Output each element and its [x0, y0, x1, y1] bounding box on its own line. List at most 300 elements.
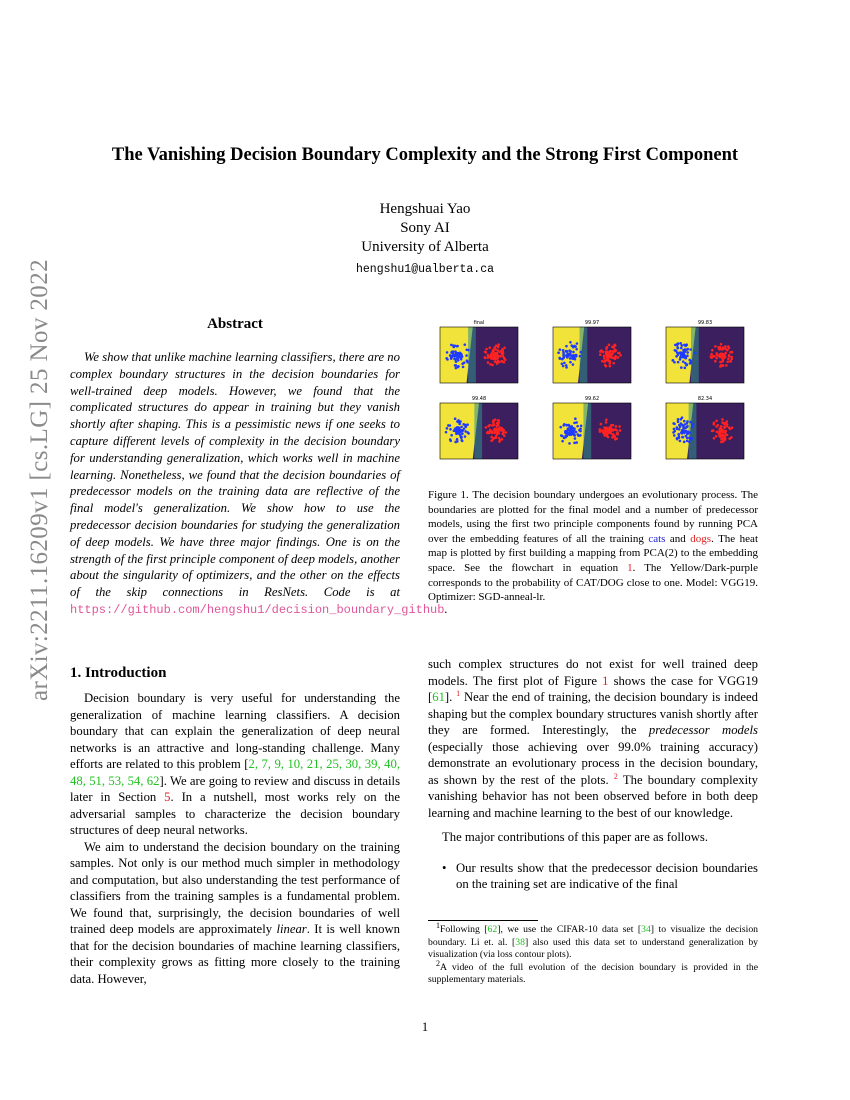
cat-point — [460, 435, 463, 438]
dog-point — [615, 425, 618, 428]
dog-point — [497, 346, 500, 349]
author-block — [275, 200, 575, 279]
dog-point — [713, 437, 716, 440]
dog-point — [488, 424, 491, 427]
cat-point — [460, 426, 463, 429]
dog-point — [493, 437, 496, 440]
cat-point — [565, 350, 568, 353]
dog-point — [714, 345, 717, 348]
footnote-2 — [428, 958, 758, 987]
cat-point — [561, 362, 564, 365]
cat-point — [680, 347, 683, 350]
cat-point — [566, 356, 569, 359]
dog-point — [487, 361, 490, 364]
cat-point — [559, 426, 562, 429]
cat-point — [460, 358, 463, 361]
dog-point — [724, 352, 727, 355]
dog-point — [726, 349, 729, 352]
cat-point — [673, 428, 676, 431]
dog-point — [607, 355, 610, 358]
dog-point — [729, 428, 732, 431]
dog-point — [617, 356, 620, 359]
cat-point — [686, 354, 689, 357]
cat-point — [678, 428, 681, 431]
contribution-list — [428, 860, 758, 893]
dog-point — [605, 421, 608, 424]
page-number: 1 — [421, 1020, 429, 1034]
cat-point — [579, 430, 582, 433]
dog-point — [619, 429, 622, 432]
cat-point — [689, 348, 692, 351]
dog-point — [493, 357, 496, 360]
dog-point — [490, 436, 493, 439]
dog-point — [498, 437, 501, 440]
dog-point — [613, 436, 616, 439]
dog-point — [715, 352, 718, 355]
intro-paragraph-2 — [70, 839, 400, 988]
panel-label: 82.34 — [697, 396, 713, 402]
cat-point — [678, 435, 681, 438]
cat-point — [576, 342, 579, 345]
dogs-label: dogs — [690, 532, 712, 545]
cat-point — [676, 346, 679, 349]
dog-point — [719, 435, 722, 438]
dog-point — [485, 426, 488, 429]
text: such complex structures do not exist for well trained deep models. The first plot of Figure — [428, 657, 758, 688]
abstract-text: We show that unlike machine learning classifiers, there are no complex boundary structures in the decision boundaries for well-trained deep models. However, we found that the complicated structures do appear in training but they vanish shortly after shaping. This is a pessimistic news if one seeks to capture different levels of complexity in the decision boundary for understanding generalization, which works well in machine learning. Nonetheless, we found that the decision boundaries of predecessor models on the training data are reflective of the final model's generalization. We show how to use the predecessor decision boundaries for studying the generalization of deep models. We have three major findings. One is on the strength of the first principle component of deep models, another about the singularity of optimizers, and the other on the effects of the skip connections in ResNets. Code is at — [70, 350, 400, 600]
cat-point — [466, 361, 469, 364]
cat-point — [684, 357, 687, 360]
dog-point — [616, 433, 619, 436]
dog-point — [498, 426, 501, 429]
dog-point — [722, 440, 725, 443]
dog-point — [613, 350, 616, 353]
footnote-mark-1[interactable]: 1 — [456, 688, 461, 698]
cat-point — [681, 436, 684, 439]
cat-point — [682, 426, 685, 429]
cat-point — [686, 351, 689, 354]
dog-point — [726, 360, 729, 363]
cat-point — [566, 424, 569, 427]
text: ]. We are going to review and discuss in details later in Section — [70, 773, 401, 804]
cat-point — [679, 358, 682, 361]
cat-point — [565, 345, 568, 348]
cat-point — [457, 419, 460, 422]
panel-label: 99.48 — [471, 396, 487, 402]
dog-point — [484, 356, 487, 359]
dog-point — [730, 436, 733, 439]
cat-point — [465, 354, 468, 357]
dog-point — [498, 440, 501, 443]
cat-point — [446, 351, 449, 354]
cat-point — [579, 351, 582, 354]
cat-point — [684, 349, 687, 352]
dog-point — [614, 344, 617, 347]
dog-point — [493, 432, 496, 435]
cat-point — [464, 435, 467, 438]
cat-point — [455, 367, 458, 370]
cats-label: cats — [648, 532, 666, 545]
dog-point — [503, 357, 506, 360]
dog-point — [491, 424, 494, 427]
dog-point — [603, 426, 606, 429]
dog-point — [716, 431, 719, 434]
cat-point — [455, 429, 458, 432]
cat-point — [445, 357, 448, 360]
text: Decision boundary is very useful for understanding the generalization of machine learning classifiers. A decision boundary that can explain the generalization of deep neural networks is an attractive and long-standing challenge. Many efforts are related to this problem [ — [70, 691, 400, 771]
cat-point — [572, 351, 575, 354]
dog-point — [721, 433, 724, 436]
dog-point — [727, 358, 730, 361]
cat-point — [677, 342, 680, 345]
cat-point — [577, 433, 580, 436]
text: (especially those achieving over 99.0% training accuracy) demonstrate an evolutionary process in the decision boundary, as shown by the rest of the plots. — [428, 739, 758, 787]
dog-point — [492, 353, 495, 356]
cat-point — [563, 423, 566, 426]
dog-point — [718, 354, 721, 357]
dog-point — [710, 356, 713, 359]
cat-point — [579, 427, 582, 430]
dog-point — [599, 353, 602, 356]
cat-point — [569, 353, 572, 356]
figure-1 — [428, 315, 758, 475]
cat-point — [680, 355, 683, 358]
dog-point — [720, 438, 723, 441]
intro-paragraph-3 — [428, 656, 758, 821]
intro-heading: 1. Introduction — [70, 665, 167, 681]
arxiv-stamp — [18, 259, 62, 701]
cat-point — [572, 363, 575, 366]
cat-point — [692, 423, 695, 426]
dog-point — [601, 360, 604, 363]
text: . The Yellow/Dark-purple corresponds to the probability of CAT/DOG close to one. Model: VGG19. Optimizer: SGD-anneal-lr. — [428, 561, 758, 604]
text: Near the end of training, the decision boundary is indeed shaping but the complex boundary structures vanish shortly after they are formed. Interestingly, the — [428, 690, 758, 737]
panel-title: final — [473, 320, 485, 326]
emphasis: linear — [276, 922, 307, 936]
cat-point — [689, 421, 692, 424]
cat-point — [568, 432, 571, 435]
footnote-number: 2 — [436, 958, 440, 968]
dog-point — [495, 430, 498, 433]
dog-point — [725, 364, 728, 367]
intro-right-column — [428, 656, 758, 893]
cat-point — [569, 357, 572, 360]
cat-point — [454, 344, 457, 347]
dog-point — [715, 435, 718, 438]
dog-point — [723, 438, 726, 441]
dog-point — [731, 351, 734, 354]
footnote-number: 1 — [436, 920, 440, 930]
cat-point — [688, 441, 691, 444]
cat-point — [561, 358, 564, 361]
dog-point — [502, 352, 505, 355]
section-link[interactable]: 5 — [164, 790, 171, 804]
cat-point — [570, 425, 573, 428]
dog-point — [608, 344, 611, 347]
dog-point — [715, 420, 718, 423]
dog-point — [605, 347, 608, 350]
boundary-band — [580, 327, 588, 383]
dog-point — [718, 430, 721, 433]
dog-point — [618, 425, 621, 428]
cat-point — [457, 431, 460, 434]
text: ] to visualize the decision boundary. Li et. al. [ — [428, 924, 759, 948]
dog-point — [710, 353, 713, 356]
dog-point — [717, 346, 720, 349]
dog-point — [619, 354, 622, 357]
footnote-1 — [428, 920, 759, 962]
dog-point — [730, 357, 733, 360]
dog-point — [711, 349, 714, 352]
cat-point — [462, 423, 465, 426]
dog-point — [501, 438, 504, 441]
dog-point — [492, 421, 495, 424]
cat-point — [559, 348, 562, 351]
cat-point — [465, 348, 468, 351]
cat-point — [673, 434, 676, 437]
dog-point — [490, 439, 493, 442]
dog-point — [497, 343, 500, 346]
text: The boundary complexity vanishing behavior has not been observed before in both deep learning and machine learning to the best of our knowledge. — [428, 772, 759, 820]
dog-point — [488, 346, 491, 349]
cat-point — [460, 356, 463, 359]
dog-point — [610, 355, 613, 358]
cat-point — [675, 349, 678, 352]
citation-link[interactable]: 34 — [641, 924, 651, 935]
cat-point — [456, 358, 459, 361]
cat-point — [569, 361, 572, 364]
cat-point — [682, 431, 685, 434]
panel-title: 99.83 — [697, 320, 713, 326]
dog-point — [722, 346, 725, 349]
dog-point — [729, 360, 732, 363]
dog-point — [499, 355, 502, 358]
cat-point — [690, 437, 693, 440]
text: and — [665, 532, 691, 545]
cat-point — [671, 359, 674, 362]
dog-point — [728, 354, 731, 357]
cat-point — [677, 418, 680, 421]
cat-point — [561, 440, 564, 443]
dog-point — [616, 437, 619, 440]
dog-point — [721, 418, 724, 421]
dog-point — [496, 349, 499, 352]
dog-point — [600, 423, 603, 426]
citation-link[interactable]: 61 — [432, 690, 445, 704]
dog-point — [487, 354, 490, 357]
dog-point — [497, 355, 500, 358]
text: Figure 1. The decision boundary undergoes an evolutionary process. The boundaries are plotted for the final model and a number of predecessor models, using the first two principle components found by running PCA over the embedding features of all the training — [428, 489, 758, 545]
cat-point — [676, 426, 679, 429]
cat-point — [567, 427, 570, 430]
dog-point — [614, 357, 617, 360]
text: A video of the full evolution of the decision boundary is provided in the supplementary materials. — [428, 961, 758, 985]
figure-caption — [428, 488, 758, 605]
cat-point — [463, 343, 466, 346]
dog-point — [497, 421, 500, 424]
cat-point — [691, 426, 694, 429]
emphasis: predecessor models — [648, 723, 758, 737]
decision-boundary-figure — [428, 315, 758, 475]
cat-point — [569, 341, 572, 344]
dog-point — [609, 365, 612, 368]
dog-point — [601, 430, 604, 433]
dog-point — [723, 356, 726, 359]
cat-point — [686, 363, 689, 366]
cat-point — [568, 349, 571, 352]
panel-title: 99.97 — [584, 320, 600, 326]
cat-point — [449, 438, 452, 441]
dog-point — [494, 418, 497, 421]
cat-point — [685, 430, 688, 433]
dog-point — [722, 430, 725, 433]
cat-point — [690, 360, 693, 363]
dog-point — [484, 350, 487, 353]
abstract-heading: Abstract — [207, 316, 263, 332]
dog-point — [491, 432, 494, 435]
dog-point — [611, 436, 614, 439]
dog-point — [497, 419, 500, 422]
dog-point — [722, 364, 725, 367]
cat-point — [459, 429, 462, 432]
intro-left-column — [70, 690, 400, 987]
cat-point — [455, 360, 458, 363]
dog-point — [501, 433, 504, 436]
cat-point — [573, 432, 576, 435]
cat-point — [445, 431, 448, 434]
dog-point — [720, 353, 723, 356]
cat-point — [456, 438, 459, 441]
cat-point — [681, 424, 684, 427]
cat-point — [685, 435, 688, 438]
author-email: hengshu1@ualberta.ca — [355, 263, 495, 276]
text: . In a nutshell, most works rely on the adversarial samples to characterize the decision boundary structures of deep neural networks. — [70, 790, 400, 837]
cat-point — [454, 417, 457, 420]
cat-point — [561, 435, 564, 438]
cat-point — [679, 425, 682, 428]
dog-point — [504, 431, 507, 434]
cat-point — [574, 417, 577, 420]
contribution-item: • Our results show that the predecessor decision boundaries on the training set are indicative of the final — [428, 860, 758, 893]
paper-title: The Vanishing Decision Boundary Complexity and the Strong First Component — [111, 145, 739, 165]
cat-point — [465, 425, 468, 428]
boundary-band — [583, 403, 591, 459]
dog-point — [614, 428, 617, 431]
cat-point — [674, 344, 677, 347]
arxiv-id: arXiv:2211.16209v1 [cs.LG] 25 Nov 2022 — [26, 259, 53, 701]
cat-point — [451, 354, 454, 357]
text: Following [ — [440, 924, 488, 935]
cat-point — [575, 441, 578, 444]
panel-label: 99.62 — [584, 396, 600, 402]
affiliation-ualberta: University of Alberta — [361, 239, 489, 255]
cat-point — [570, 344, 573, 347]
citation-link[interactable]: 62 — [487, 924, 498, 935]
cat-point — [677, 361, 680, 364]
cat-point — [462, 366, 465, 369]
dog-point — [599, 430, 602, 433]
dog-point — [485, 348, 488, 351]
citation-links[interactable]: 2, 7, 9, 10, 21, 25, 30, 39, 40, 48, 51, 53, 54, 62 — [70, 757, 401, 788]
cat-point — [680, 418, 683, 421]
cat-point — [456, 345, 459, 348]
dog-point — [722, 360, 725, 363]
cat-point — [576, 425, 579, 428]
dog-point — [501, 429, 504, 432]
cat-point — [457, 365, 460, 368]
dog-point — [712, 423, 715, 426]
contributions-intro: The major contributions of this paper are as follows. — [442, 830, 709, 844]
boundary-band — [468, 327, 476, 383]
cat-point — [454, 441, 457, 444]
text: ] also used this data set to understand generalization by visualization (via loss contour plots). — [428, 936, 759, 960]
dog-point — [720, 425, 723, 428]
cat-point — [679, 440, 682, 443]
footnote-mark-2[interactable]: 2 — [613, 771, 618, 781]
boundary-band — [689, 403, 697, 459]
dog-point — [606, 428, 609, 431]
cat-point — [565, 364, 568, 367]
footnote-rule — [428, 920, 538, 921]
citation-link[interactable]: 38 — [515, 936, 525, 948]
cat-point — [580, 425, 583, 428]
abstract-end: . — [444, 601, 448, 616]
dog-point — [503, 346, 506, 349]
dog-point — [715, 425, 718, 428]
dog-point — [723, 426, 726, 429]
dog-point — [711, 430, 714, 433]
dog-point — [721, 421, 724, 424]
cat-point — [683, 423, 686, 426]
cat-point — [557, 351, 560, 354]
dog-point — [720, 343, 723, 346]
dog-point — [715, 357, 718, 360]
cat-point — [672, 422, 675, 425]
cat-point — [558, 357, 561, 360]
cat-point — [676, 437, 679, 440]
text: ]. — [444, 690, 457, 704]
cat-point — [574, 437, 577, 440]
cat-point — [463, 361, 466, 364]
cat-point — [579, 355, 582, 358]
dog-point — [612, 362, 615, 365]
dog-point — [500, 360, 503, 363]
dog-point — [599, 350, 602, 353]
cat-point — [575, 421, 578, 424]
cat-point — [684, 367, 687, 370]
equation-link[interactable]: 1 — [627, 561, 633, 574]
cat-point — [568, 442, 571, 445]
dog-point — [491, 364, 494, 367]
cat-point — [461, 440, 464, 443]
code-link[interactable]: https://github.com/hengshu1/decision_boundary_github — [70, 602, 445, 617]
text: ], we use the CIFAR-10 data set [ — [497, 924, 642, 935]
cat-point — [565, 435, 568, 438]
cat-point — [562, 349, 565, 352]
cat-point — [451, 350, 454, 353]
dog-point — [605, 359, 608, 362]
text: We aim to understand the decision boundary on the training samples. Not only is our method much simpler in methodology and computation, but also understanding the test performance of classifiers from the training samples is a fundamental problem. We found that, surprisingly, the decision boundaries of well trained deep models are approximately — [70, 839, 400, 936]
affiliation-sony: Sony AI — [400, 220, 450, 236]
cat-point — [574, 345, 577, 348]
dog-point — [618, 352, 621, 355]
author-name: Hengshuai Yao — [379, 201, 471, 217]
dog-point — [488, 432, 491, 435]
cat-point — [680, 351, 683, 354]
figure-link[interactable]: 1 — [602, 673, 609, 688]
cat-point — [564, 430, 567, 433]
cat-point — [677, 420, 680, 423]
